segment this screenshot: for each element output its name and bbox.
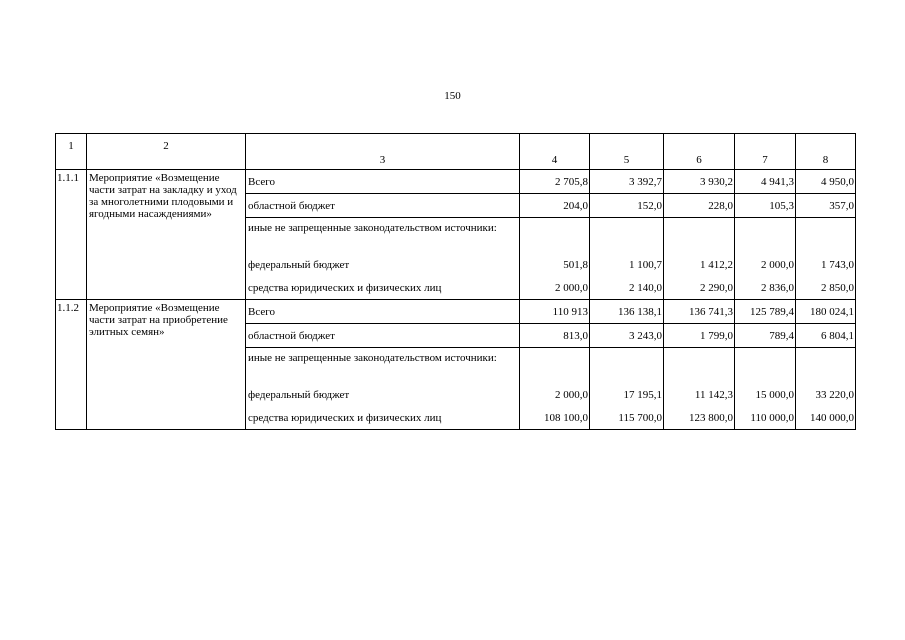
value-cell: 125 789,4 xyxy=(735,300,796,324)
empty-cell xyxy=(735,348,796,384)
value-cell: 1 100,7 xyxy=(590,253,664,276)
row-label: федеральный бюджет xyxy=(246,253,520,276)
value-cell: 1 799,0 xyxy=(664,324,735,348)
header-cell: 1 xyxy=(56,134,87,170)
value-cell: 108 100,0 xyxy=(520,406,590,430)
empty-cell xyxy=(664,348,735,384)
empty-cell xyxy=(735,218,796,254)
measure-name: Мероприятие «Возмещение части затрат на закладку и уход за многолетними плодовыми и ягодными насаждениями» xyxy=(87,170,246,300)
value-cell: 357,0 xyxy=(796,194,856,218)
value-cell: 3 243,0 xyxy=(590,324,664,348)
value-cell: 813,0 xyxy=(520,324,590,348)
value-cell: 2 290,0 xyxy=(664,276,735,300)
value-cell: 136 741,3 xyxy=(664,300,735,324)
row-label: областной бюджет xyxy=(246,194,520,218)
page-number: 150 xyxy=(444,90,461,102)
empty-cell xyxy=(520,348,590,384)
value-cell: 2 000,0 xyxy=(520,276,590,300)
value-cell: 110 000,0 xyxy=(735,406,796,430)
value-cell: 15 000,0 xyxy=(735,383,796,406)
value-cell: 17 195,1 xyxy=(590,383,664,406)
header-cell: 5 xyxy=(590,134,664,170)
value-cell: 136 138,1 xyxy=(590,300,664,324)
value-cell: 1 743,0 xyxy=(796,253,856,276)
table-row xyxy=(56,170,856,194)
row-label: средства юридических и физических лиц xyxy=(246,276,520,300)
header-cell: 2 xyxy=(87,134,246,170)
header-cell: 3 xyxy=(246,134,520,170)
row-label: областной бюджет xyxy=(246,324,520,348)
empty-cell xyxy=(590,348,664,384)
value-cell: 33 220,0 xyxy=(796,383,856,406)
value-cell: 1 412,2 xyxy=(664,253,735,276)
row-label: Всего xyxy=(246,170,520,194)
table-row xyxy=(56,300,856,324)
value-cell: 105,3 xyxy=(735,194,796,218)
row-label: Всего xyxy=(246,300,520,324)
value-cell: 123 800,0 xyxy=(664,406,735,430)
value-cell: 11 142,3 xyxy=(664,383,735,406)
value-cell: 2 000,0 xyxy=(520,383,590,406)
row-label: иные не запрещенные законодательством источники: xyxy=(246,218,520,254)
measure-name: Мероприятие «Возмещение части затрат на приобретение элитных семян» xyxy=(87,300,246,430)
empty-cell xyxy=(664,218,735,254)
value-cell: 2 000,0 xyxy=(735,253,796,276)
value-cell: 115 700,0 xyxy=(590,406,664,430)
value-cell: 6 804,1 xyxy=(796,324,856,348)
value-cell: 152,0 xyxy=(590,194,664,218)
measure-code: 1.1.2 xyxy=(56,300,87,430)
value-cell: 228,0 xyxy=(664,194,735,218)
row-label: иные не запрещенные законодательством источники: xyxy=(246,348,520,384)
value-cell: 2 140,0 xyxy=(590,276,664,300)
value-cell: 2 836,0 xyxy=(735,276,796,300)
row-label: средства юридических и физических лиц xyxy=(246,406,520,430)
value-cell: 501,8 xyxy=(520,253,590,276)
value-cell: 4 941,3 xyxy=(735,170,796,194)
value-cell: 3 392,7 xyxy=(590,170,664,194)
measure-code: 1.1.1 xyxy=(56,170,87,300)
empty-cell xyxy=(590,218,664,254)
header-cell: 6 xyxy=(664,134,735,170)
empty-cell xyxy=(796,218,856,254)
value-cell: 204,0 xyxy=(520,194,590,218)
value-cell: 789,4 xyxy=(735,324,796,348)
value-cell: 4 950,0 xyxy=(796,170,856,194)
value-cell: 2 705,8 xyxy=(520,170,590,194)
value-cell: 180 024,1 xyxy=(796,300,856,324)
value-cell: 2 850,0 xyxy=(796,276,856,300)
empty-cell xyxy=(796,348,856,384)
value-cell: 3 930,2 xyxy=(664,170,735,194)
budget-table xyxy=(55,133,856,430)
header-cell: 4 xyxy=(520,134,590,170)
value-cell: 110 913 xyxy=(520,300,590,324)
value-cell: 140 000,0 xyxy=(796,406,856,430)
table-header-row xyxy=(56,134,856,170)
header-cell: 8 xyxy=(796,134,856,170)
empty-cell xyxy=(520,218,590,254)
header-cell: 7 xyxy=(735,134,796,170)
row-label: федеральный бюджет xyxy=(246,383,520,406)
